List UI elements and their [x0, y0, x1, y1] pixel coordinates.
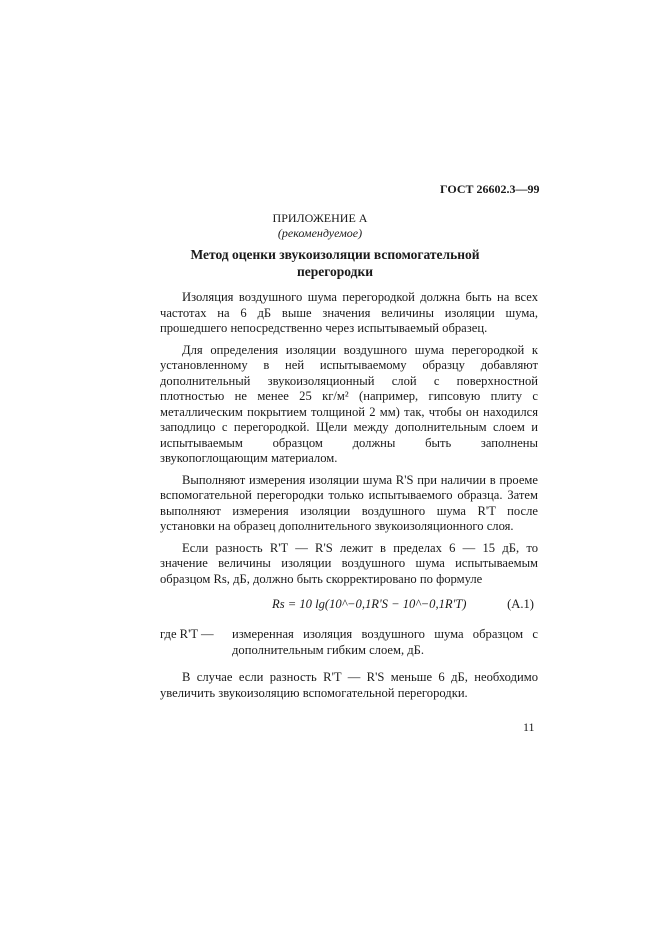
- where-clause: [160, 627, 538, 658]
- body-text: [160, 290, 538, 707]
- paragraph-2: Для определения изоляции воздушного шума перегородкой к установленному в ней испытываемому образцу добавляют дополнительный звукоизоляционный слой с поверхностной плотностью не менее 25 кг/м² (например, гипсовую плиту с металлическим покрытием толщиной 2 мм) так, чтобы он находился заподлицо с перегородкой. Щели между дополнительным слоем и испытываемым образцом должны быть заполнены звукопоглощающим материалом.: [160, 342, 538, 465]
- where-label: где R'T —: [160, 627, 214, 641]
- appendix-label: ПРИЛОЖЕНИЕ А: [272, 211, 368, 225]
- formula-a1: [160, 595, 538, 619]
- appendix-heading: [170, 211, 470, 241]
- paragraph-1: Изоляция воздушного шума перегородкой должна быть на всех частотах на 6 дБ выше значения величины изоляции шума, прошедшего непосредственно через испытываемый образец.: [160, 290, 538, 335]
- document-code: ГОСТ 26602.3—99: [440, 182, 540, 196]
- formula-number: (А.1): [507, 597, 534, 611]
- paragraph-3: Выполняют измерения изоляции шума R'S при наличии в проеме вспомогательной перегородки только испытываемого образца. Затем выполняют измерения изоляции воздушного шума R'T после установки на образец дополнительного звукоизоляционного слоя.: [160, 472, 538, 533]
- final-paragraph: В случае если разность R'T — R'S меньше 6 дБ, необходимо увеличить звукоизоляцию вспомогательной перегородки.: [160, 670, 538, 700]
- formula-expression: Rs = 10 lg(10^−0,1R'S − 10^−0,1R'T): [272, 597, 467, 611]
- page-number: 11: [523, 720, 535, 734]
- section-title: Метод оценки звукоизоляции вспомогательной перегородки: [190, 247, 480, 279]
- appendix-note: (рекомендуемое): [277, 226, 363, 240]
- paragraph-4: Если разность R'T — R'S лежит в пределах 6 — 15 дБ, то значение величины изоляции воздушного шума испытываемым образцом Rs, дБ, должно быть скорректировано по формуле: [160, 540, 538, 586]
- where-description: измеренная изоляция воздушного шума образцом с дополнительным гибким слоем, дБ.: [232, 627, 538, 657]
